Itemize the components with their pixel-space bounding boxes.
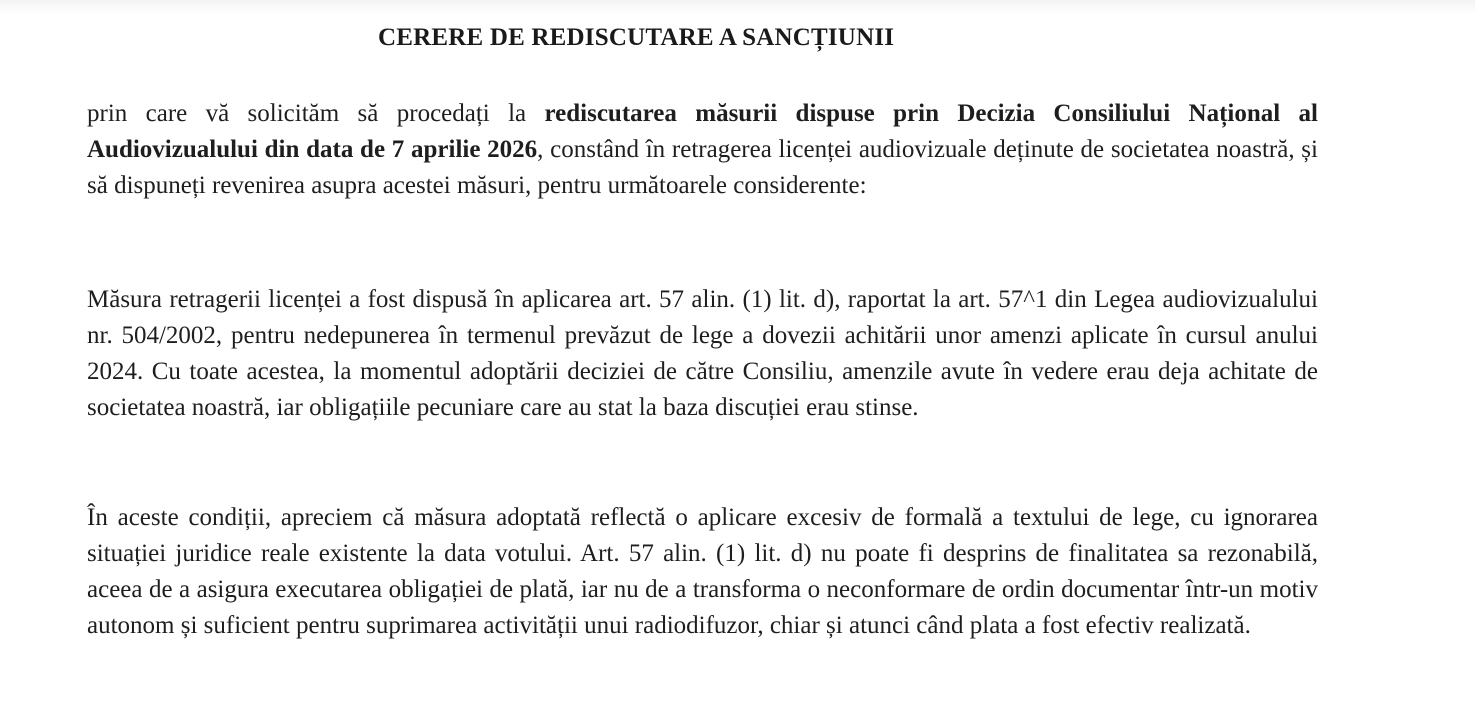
paragraph-request-intro: prin care vă solicităm să procedați la (87, 100, 545, 127)
paragraph-request (87, 96, 1318, 204)
paragraph-request-rest: , constând în retragerea licenței audiovizuale deținute de societatea noastră, și să dispuneți revenirea asupra acestei măsuri, pentru următoarele considerente: (87, 136, 1318, 199)
document-title: CERERE DE REDISCUTARE A SANCȚIUNII (378, 24, 895, 51)
paragraph-facts: Măsura retragerii licenței a fost dispusă în aplicarea art. 57 alin. (1) lit. d), raportat la art. 57^1 din Legea audiovizualului nr. 504/2002, pentru nedepunerea în termenul prevăzut de lege a dovezii achitării unor amenzi aplicate în cursul anului 2024. Cu toate acestea, la momentul adoptării deciziei de către Consiliu, amenzile avute în vedere erau deja achitate de societatea noastră, iar obligațiile pecuniare care au stat la baza discuției erau stinse. (87, 286, 1318, 421)
paragraph-request-bold: rediscutarea măsurii dispuse prin Decizia Consiliului Național al Audiovizualului din data de 7 aprilie 2026 (87, 100, 1318, 163)
paragraph-argument: În aceste condiții, apreciem că măsura adoptată reflectă o aplicare excesiv de formală a textului de lege, cu ignorarea situației juridice reale existente la data votului. Art. 57 alin. (1) lit. d) nu poate fi desprins de finalitatea sa rezonabilă, aceea de a asigura executarea obligației de plată, iar nu de a transforma o neconformare de ordin documentar într-un motiv autonom și suficient pentru suprimarea activității unui radiodifuzor, chiar și atunci când plata a fost efectiv realizată. (87, 504, 1318, 639)
